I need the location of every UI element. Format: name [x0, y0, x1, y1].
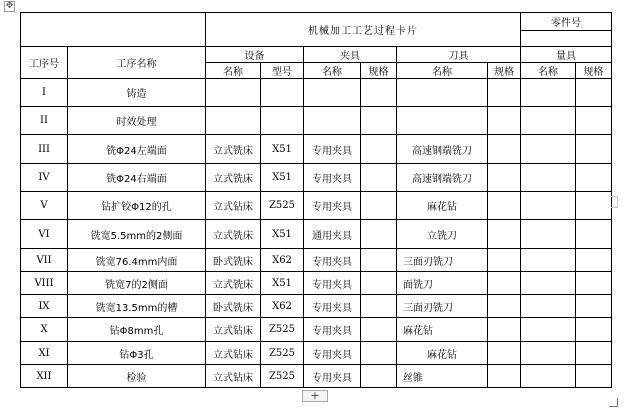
- equipment-name-cell[interactable]: 立式铣床: [206, 164, 261, 192]
- tool-spec-cell[interactable]: [488, 342, 521, 365]
- equipment-name-cell[interactable]: 卧式铣床: [206, 249, 261, 272]
- gauge-name-cell[interactable]: [521, 249, 576, 272]
- table-row: [21, 272, 612, 295]
- op-name-cell[interactable]: 铣宽5.5mm的2侧面: [68, 220, 206, 249]
- gauge-name-cell[interactable]: [521, 220, 576, 249]
- fixture-name-cell[interactable]: 专用夹具: [304, 318, 361, 342]
- gauge-spec-cell[interactable]: [576, 164, 612, 192]
- fixture-spec-cell[interactable]: [361, 318, 397, 342]
- op-name-cell[interactable]: 铣宽7的2侧面: [68, 272, 206, 295]
- equipment-name-cell[interactable]: [206, 107, 261, 135]
- tool-name-header[interactable]: 名称: [397, 63, 488, 79]
- op-name-cell[interactable]: 检验: [68, 365, 206, 388]
- gauge-name-cell[interactable]: [521, 295, 576, 318]
- op-no-cell[interactable]: III: [21, 135, 68, 164]
- gauge-spec-cell[interactable]: [576, 272, 612, 295]
- tool-spec-cell[interactable]: [488, 164, 521, 192]
- equipment-model-cell[interactable]: X51: [261, 135, 304, 164]
- fixture-spec-cell[interactable]: [361, 79, 397, 107]
- equipment-model-cell[interactable]: Z525: [261, 318, 304, 342]
- page-edge-marker: [611, 196, 618, 208]
- table-row: [21, 342, 612, 365]
- equipment-model-cell[interactable]: [261, 107, 304, 135]
- op-name-cell[interactable]: 时效处理: [68, 107, 206, 135]
- op-name-cell[interactable]: 铣宽13.5mm的槽: [68, 295, 206, 318]
- op-name-cell[interactable]: 钻Φ8mm孔: [68, 318, 206, 342]
- tool-name-cell[interactable]: 丝锥: [397, 365, 488, 388]
- fixture-spec-cell[interactable]: [361, 192, 397, 220]
- tool-spec-cell[interactable]: [488, 107, 521, 135]
- gauge-name-cell[interactable]: [521, 79, 576, 107]
- equipment-name-cell[interactable]: 立式钻床: [206, 318, 261, 342]
- table-row: [21, 295, 612, 318]
- gauge-spec-cell[interactable]: [576, 220, 612, 249]
- op-no-cell[interactable]: V: [21, 192, 68, 220]
- op-no-cell[interactable]: VIII: [21, 272, 68, 295]
- gauge-name-cell[interactable]: [521, 365, 576, 388]
- gauge-spec-header[interactable]: 规格: [576, 63, 612, 79]
- fixture-spec-cell[interactable]: [361, 164, 397, 192]
- tool-name-cell[interactable]: 立铣刀: [397, 220, 488, 249]
- equipment-name-cell[interactable]: 立式铣床: [206, 220, 261, 249]
- blank-corner-cell[interactable]: [21, 13, 206, 47]
- fixture-name-cell[interactable]: 专用夹具: [304, 192, 361, 220]
- tool-spec-cell[interactable]: [488, 249, 521, 272]
- fixture-spec-cell[interactable]: [361, 135, 397, 164]
- fixture-spec-cell[interactable]: [361, 107, 397, 135]
- gauge-spec-cell[interactable]: [576, 249, 612, 272]
- equipment-model-cell[interactable]: Z525: [261, 365, 304, 388]
- op-name-cell[interactable]: 铸造: [68, 79, 206, 107]
- fixture-spec-cell[interactable]: [361, 220, 397, 249]
- gauge-header[interactable]: 量具: [521, 47, 612, 63]
- fixture-name-cell[interactable]: 专用夹具: [304, 249, 361, 272]
- tool-name-cell[interactable]: 面铣刀: [397, 272, 488, 295]
- gauge-spec-cell[interactable]: [576, 365, 612, 388]
- gauge-spec-cell[interactable]: [576, 318, 612, 342]
- part-no-label[interactable]: 零件号: [521, 13, 612, 31]
- equipment-name-cell[interactable]: 立式钻床: [206, 342, 261, 365]
- fixture-name-cell[interactable]: 通用夹具: [304, 220, 361, 249]
- op-no-cell[interactable]: II: [21, 107, 68, 135]
- equipment-header[interactable]: 设备: [206, 47, 304, 63]
- gauge-name-cell[interactable]: [521, 164, 576, 192]
- tool-spec-cell[interactable]: [488, 192, 521, 220]
- part-no-value[interactable]: [521, 31, 612, 47]
- gauge-name-cell[interactable]: [521, 107, 576, 135]
- op-name-cell[interactable]: 钻扩铰Φ12的孔: [68, 192, 206, 220]
- equipment-name-cell[interactable]: 立式钻床: [206, 365, 261, 388]
- gauge-spec-cell[interactable]: [576, 107, 612, 135]
- gauge-spec-cell[interactable]: [576, 79, 612, 107]
- equipment-model-cell[interactable]: Z525: [261, 342, 304, 365]
- gauge-name-cell[interactable]: [521, 192, 576, 220]
- op-no-cell[interactable]: VI: [21, 220, 68, 249]
- gauge-name-header[interactable]: 名称: [521, 63, 576, 79]
- tool-header[interactable]: 刀具: [397, 47, 521, 63]
- op-no-cell[interactable]: X: [21, 318, 68, 342]
- card-title[interactable]: 机械加工工艺过程卡片: [206, 13, 521, 47]
- equipment-model-cell[interactable]: Z525: [261, 192, 304, 220]
- equipment-model-cell[interactable]: [261, 79, 304, 107]
- fixture-name-cell[interactable]: [304, 79, 361, 107]
- table-row: [21, 107, 612, 135]
- tool-spec-cell[interactable]: [488, 272, 521, 295]
- tool-name-cell[interactable]: 高速钢端铣刀: [397, 135, 488, 164]
- gauge-name-cell[interactable]: [521, 272, 576, 295]
- gauge-name-cell[interactable]: [521, 342, 576, 365]
- gauge-name-cell[interactable]: [521, 318, 576, 342]
- op-no-cell[interactable]: I: [21, 79, 68, 107]
- equipment-model-header[interactable]: 型号: [261, 63, 304, 79]
- tool-name-cell[interactable]: 高速钢端铣刀: [397, 164, 488, 192]
- equipment-name-cell[interactable]: 立式铣床: [206, 135, 261, 164]
- fixture-spec-cell[interactable]: [361, 249, 397, 272]
- tool-name-cell[interactable]: 麻花钻: [397, 318, 488, 342]
- tool-spec-header[interactable]: 规格: [488, 63, 521, 79]
- tool-spec-cell[interactable]: [488, 135, 521, 164]
- equipment-model-cell[interactable]: X62: [261, 295, 304, 318]
- process-card-table: [20, 12, 612, 388]
- fixture-header[interactable]: 夹具: [304, 47, 397, 63]
- table-row: [21, 164, 612, 192]
- table-resize-handle[interactable]: [609, 398, 618, 407]
- fixture-spec-cell[interactable]: [361, 365, 397, 388]
- tool-name-cell[interactable]: 麻花钻: [397, 192, 488, 220]
- tool-name-cell[interactable]: 三面刃铣刀: [397, 295, 488, 318]
- op-no-cell[interactable]: VII: [21, 249, 68, 272]
- tool-spec-cell[interactable]: [488, 220, 521, 249]
- fixture-name-cell[interactable]: 专用夹具: [304, 365, 361, 388]
- op-no-cell[interactable]: IX: [21, 295, 68, 318]
- add-row-button[interactable]: +: [302, 390, 328, 402]
- fixture-name-cell[interactable]: 专用夹具: [304, 272, 361, 295]
- table-row: [21, 220, 612, 249]
- fixture-name-cell[interactable]: 专用夹具: [304, 164, 361, 192]
- gauge-spec-cell[interactable]: [576, 342, 612, 365]
- equipment-name-cell[interactable]: 卧式铣床: [206, 295, 261, 318]
- table-row: [21, 79, 612, 107]
- tool-name-cell[interactable]: 三面刃铣刀: [397, 249, 488, 272]
- tool-name-cell[interactable]: [397, 79, 488, 107]
- equipment-name-cell[interactable]: 立式铣床: [206, 272, 261, 295]
- fixture-spec-cell[interactable]: [361, 295, 397, 318]
- fixture-name-cell[interactable]: 专用夹具: [304, 342, 361, 365]
- tool-spec-cell[interactable]: [488, 318, 521, 342]
- tool-name-cell[interactable]: [397, 107, 488, 135]
- fixture-name-cell[interactable]: 专用夹具: [304, 135, 361, 164]
- equipment-name-cell[interactable]: 立式钻床: [206, 192, 261, 220]
- op-no-header[interactable]: 工序号: [21, 47, 68, 79]
- equipment-name-cell[interactable]: [206, 79, 261, 107]
- tool-spec-cell[interactable]: [488, 79, 521, 107]
- op-name-header[interactable]: 工序名称: [68, 47, 206, 79]
- table-row: [21, 365, 612, 388]
- op-no-cell[interactable]: XI: [21, 342, 68, 365]
- tool-name-cell[interactable]: 麻花钻: [397, 342, 488, 365]
- tool-spec-cell[interactable]: [488, 295, 521, 318]
- tool-spec-cell[interactable]: [488, 365, 521, 388]
- op-name-cell[interactable]: 铣Φ24右端面: [68, 164, 206, 192]
- op-name-cell[interactable]: 铣Φ24左端面: [68, 135, 206, 164]
- table-move-handle[interactable]: ✥: [5, 1, 14, 11]
- gauge-spec-cell[interactable]: [576, 135, 612, 164]
- table-row: [21, 318, 612, 342]
- gauge-spec-cell[interactable]: [576, 295, 612, 318]
- table-row: [21, 249, 612, 272]
- group-header-row: [21, 47, 612, 63]
- fixture-name-cell[interactable]: 专用夹具: [304, 295, 361, 318]
- table-row: [21, 192, 612, 220]
- op-name-cell[interactable]: 铣宽76.4mm内面: [68, 249, 206, 272]
- gauge-name-cell[interactable]: [521, 135, 576, 164]
- gauge-spec-cell[interactable]: [576, 192, 612, 220]
- equipment-model-cell[interactable]: X62: [261, 249, 304, 272]
- op-no-cell[interactable]: XII: [21, 365, 68, 388]
- fixture-spec-cell[interactable]: [361, 272, 397, 295]
- equipment-model-cell[interactable]: X51: [261, 272, 304, 295]
- op-name-cell[interactable]: 钻Φ3孔: [68, 342, 206, 365]
- title-row: [21, 13, 612, 31]
- fixture-name-header[interactable]: 名称: [304, 63, 361, 79]
- fixture-spec-header[interactable]: 规格: [361, 63, 397, 79]
- equipment-model-cell[interactable]: X51: [261, 220, 304, 249]
- equipment-model-cell[interactable]: X51: [261, 164, 304, 192]
- fixture-name-cell[interactable]: [304, 107, 361, 135]
- op-no-cell[interactable]: IV: [21, 164, 68, 192]
- equipment-name-header[interactable]: 名称: [206, 63, 261, 79]
- fixture-spec-cell[interactable]: [361, 342, 397, 365]
- table-row: [21, 135, 612, 164]
